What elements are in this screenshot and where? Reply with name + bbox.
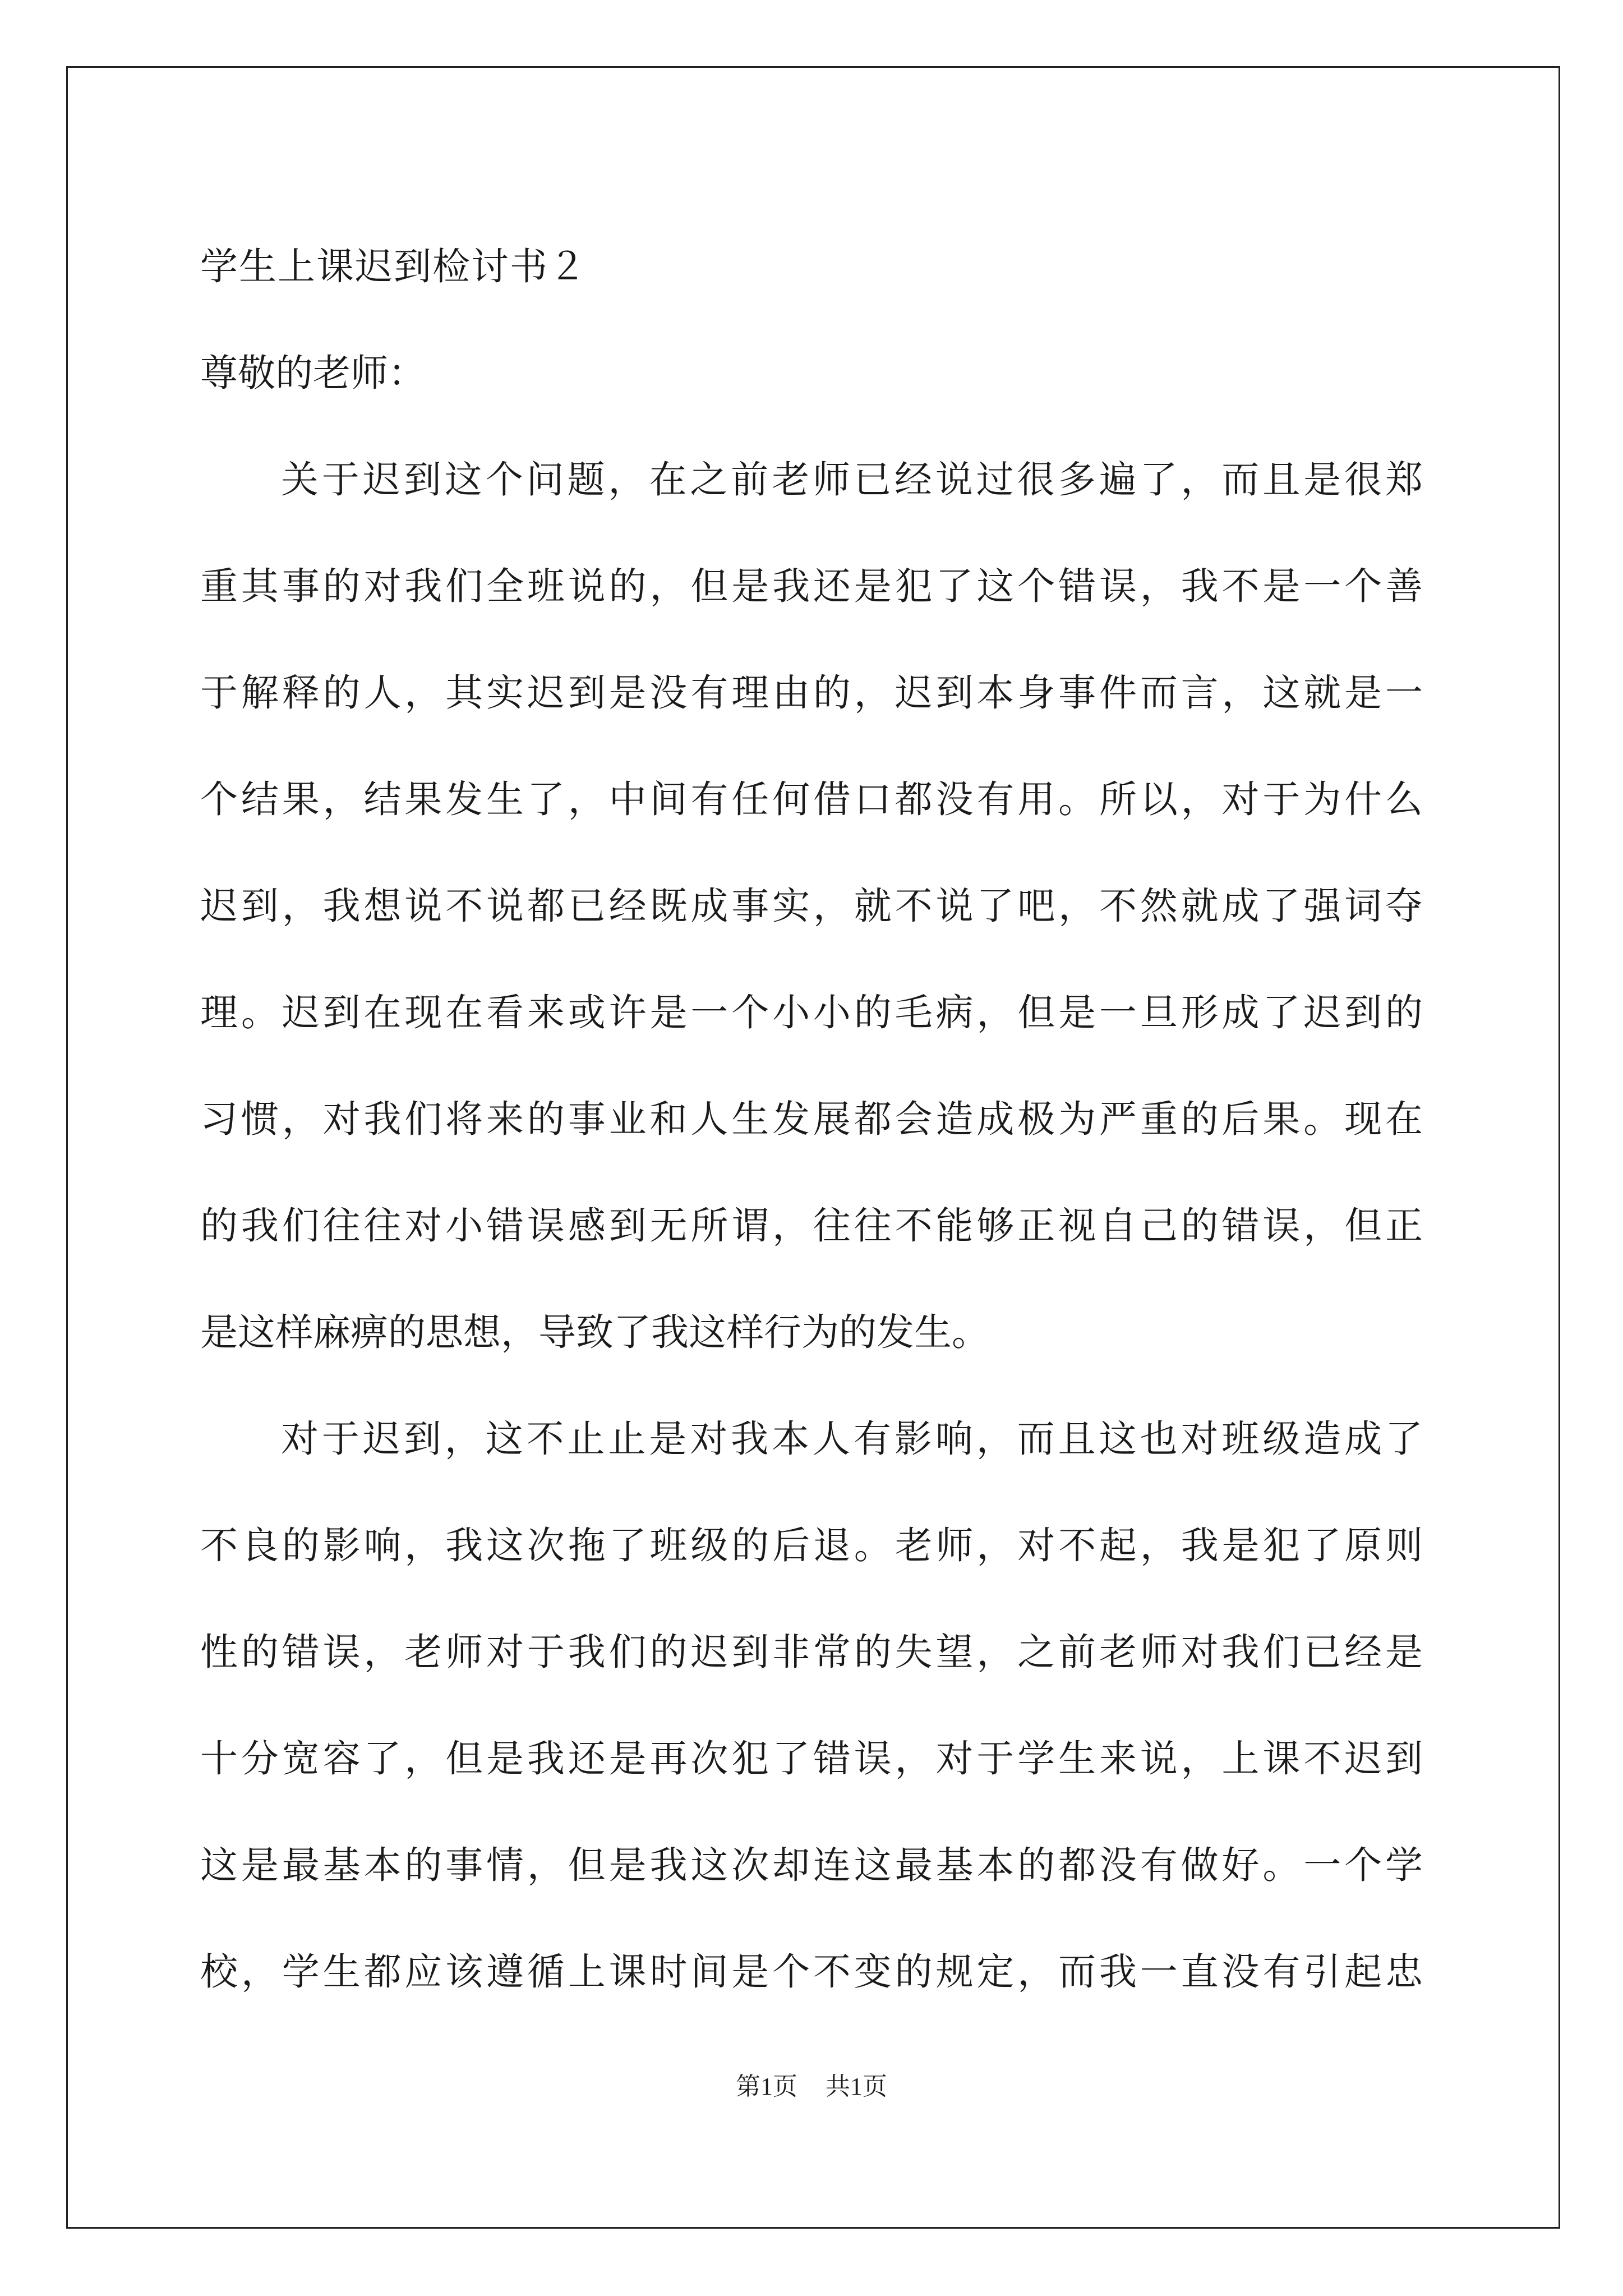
paragraph-line: 于解释的人，其实迟到是没有理由的，迟到本身事件而言，这就是一 [200, 671, 1423, 715]
paragraph-line: 理。迟到在现在看来或许是一个小小的毛病，但是一旦形成了迟到的 [200, 991, 1423, 1034]
paragraph-line: 校，学生都应该遵循上课时间是个不变的规定，而我一直没有引起忠 [200, 1950, 1423, 1994]
paragraph-line: 迟到，我想说不说都已经既成事实，就不说了吧，不然就成了强词夺 [200, 884, 1423, 928]
paragraph-line: 十分宽容了，但是我还是再次犯了错误，对于学生来说，上课不迟到 [200, 1737, 1423, 1780]
paragraph-2 [200, 1386, 1423, 2025]
paragraph-line: 关于迟到这个问题，在之前老师已经说过很多遍了，而且是很郑 [281, 458, 1423, 501]
document-body [200, 213, 1423, 2025]
salutation: 尊敬的老师： [200, 351, 426, 395]
paragraph-1 [200, 426, 1423, 1386]
paragraph-line: 这是最基本的事情，但是我这次却连这最基本的都没有做好。一个学 [200, 1843, 1423, 1887]
paragraph-line: 重其事的对我们全班说的，但是我还是犯了这个错误，我不是一个善 [200, 564, 1423, 608]
paragraph-line: 是这样麻痹的思想，导致了我这样行为的发生。 [200, 1310, 989, 1354]
page-number-current: 第1页 [736, 2073, 797, 2100]
paragraph-line: 不良的影响，我这次拖了班级的后退。老师，对不起，我是犯了原则 [200, 1524, 1423, 1567]
paragraph-line: 性的错误，老师对于我们的迟到非常的失望，之前老师对我们已经是 [200, 1630, 1423, 1674]
paragraph-line: 个结果，结果发生了，中间有任何借口都没有用。所以，对于为什么 [200, 777, 1423, 821]
page-footer [0, 2070, 1623, 2104]
paragraph-line: 习惯，对我们将来的事业和人生发展都会造成极为严重的后果。现在 [200, 1097, 1423, 1141]
paragraph-line: 的我们往往对小错误感到无所谓，往往不能够正视自己的错误，但正 [200, 1204, 1423, 1248]
page-number-total: 共1页 [826, 2073, 887, 2100]
paragraph-line: 对于迟到，这不止止是对我本人有影响，而且这也对班级造成了 [281, 1417, 1423, 1461]
document-title: 学生上课迟到检讨书２ [200, 245, 587, 288]
